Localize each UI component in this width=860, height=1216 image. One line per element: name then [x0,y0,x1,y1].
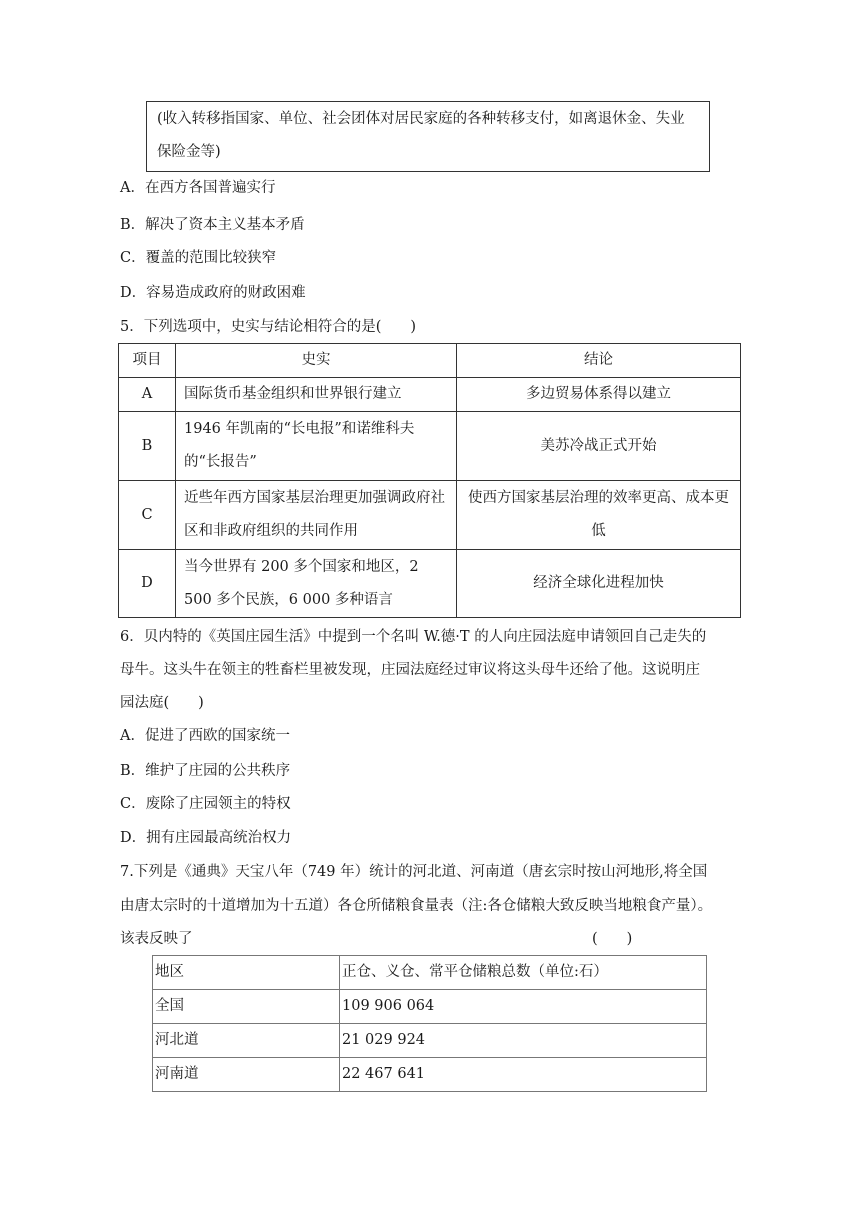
table-header-row [153,956,707,990]
q6-option-b: B．维护了庄园的公共秩序 [120,763,291,779]
row-region: 河南道 [153,1058,340,1092]
table-row [153,1058,707,1092]
row-item: A [119,378,176,412]
row-item: B [119,412,176,481]
q4-option-d: D．容易造成政府的财政困难 [120,285,306,301]
q6-option-c: C．废除了庄园领主的特权 [120,796,291,812]
q7-stem-line-3: 该表反映了 [120,931,193,947]
q6-stem-line-3: 园法庭( ) [120,695,204,711]
row-conclusion: 使西方国家基层治理的效率更高、成本更低 [457,481,741,550]
row-amount: 109 906 064 [340,990,707,1024]
table-row [153,990,707,1024]
q5-stem: 5．下列选项中，史实与结论相符合的是( ) [120,319,417,335]
row-region: 全国 [153,990,340,1024]
q5-table [118,343,741,618]
note-box [146,101,710,172]
row-conclusion: 经济全球化进程加快 [457,550,741,618]
table-header-row [119,344,741,378]
q7-table [152,955,707,1092]
table-row [153,1024,707,1058]
header-fact: 史实 [176,344,457,378]
row-item: C [119,481,176,550]
q7-stem-line-1: 7.下列是《通典》天宝八年（749 年）统计的河北道、河南道（唐玄宗时按山河地形,将全国 [120,864,708,880]
q7-answer-paren: ( ) [592,931,633,947]
q6-option-a: A．促进了西欧的国家统一 [120,728,290,744]
row-amount: 21 029 924 [340,1024,707,1058]
row-fact: 当今世界有 200 多个国家和地区，2 500 多个民族，6 000 多种语言 [176,550,457,618]
table-row [119,550,741,618]
row-fact: 1946 年凯南的“长电报”和诺维科夫的“长报告” [176,412,457,481]
row-amount: 22 467 641 [340,1058,707,1092]
header-amount: 正仓、义仓、常平仓储粮总数（单位:石） [340,956,707,990]
table-row [119,481,741,550]
q6-option-d: D．拥有庄园最高统治权力 [120,830,292,846]
header-region: 地区 [153,956,340,990]
q6-stem-line-1: 6．贝内特的《英国庄园生活》中提到一个名叫 W.德·T 的人向庄园法庭申请领回自己走失的 [120,629,707,645]
q4-option-b: B．解决了资本主义基本矛盾 [120,217,305,233]
header-conclusion: 结论 [457,344,741,378]
table-row [119,378,741,412]
q4-option-c: C．覆盖的范围比较狭窄 [120,250,277,266]
row-fact: 国际货币基金组织和世界银行建立 [176,378,457,412]
row-conclusion: 多边贸易体系得以建立 [457,378,741,412]
note-text: (收入转移指国家、单位、社会团体对居民家庭的各种转移支付，如离退休金、失业保险金等) [157,111,685,160]
q4-option-a: A．在西方各国普遍实行 [120,180,276,196]
row-item: D [119,550,176,618]
q6-stem-line-2: 母牛。这头牛在领主的牲畜栏里被发现，庄园法庭经过审议将这头母牛还给了他。这说明庄 [120,662,700,678]
row-conclusion: 美苏冷战正式开始 [457,412,741,481]
table-row [119,412,741,481]
row-fact: 近些年西方国家基层治理更加强调政府社区和非政府组织的共同作用 [176,481,457,550]
header-item: 项目 [119,344,176,378]
q7-stem-line-2: 由唐太宗时的十道增加为十五道）各仓所储粮食量表（注:各仓储粮大致反映当地粮食产量）。 [120,898,713,914]
row-region: 河北道 [153,1024,340,1058]
